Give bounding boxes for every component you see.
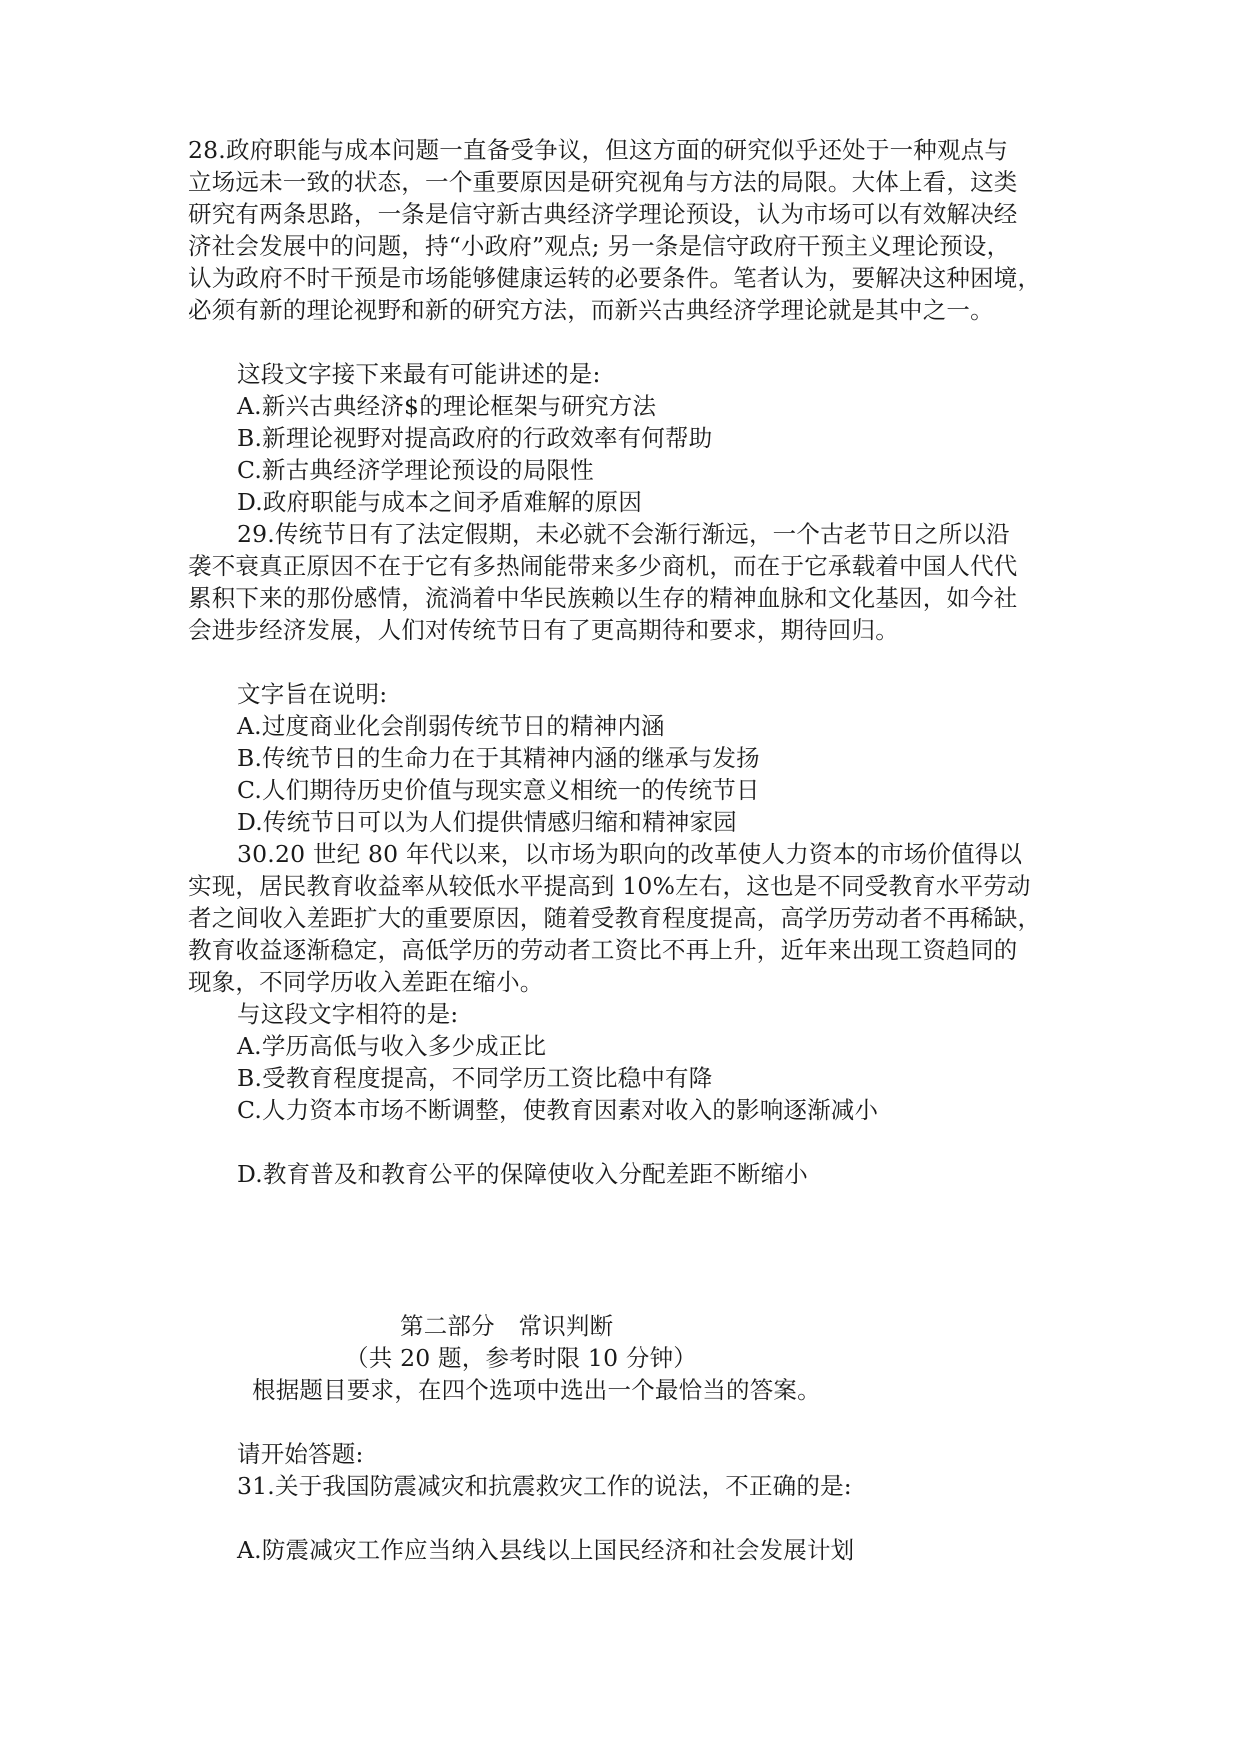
q28-option-c: C.新古典经济学理论预设的局限性 <box>237 456 594 484</box>
q30-text-line: 者之间收入差距扩大的重要原因，随着受教育程度提高，高学历劳动者不再稀缺， <box>188 904 1042 932</box>
start-prompt: 请开始答题: <box>237 1440 364 1468</box>
q31-stem: 31.关于我国防震减灾和抗震救灾工作的说法，不正确的是: <box>237 1472 852 1500</box>
q30-option-b: B.受教育程度提高，不同学历工资比稳中有降 <box>237 1064 713 1092</box>
q31-option-a: A.防震减灾工作应当纳入县线以上国民经济和社会发展计划 <box>237 1536 855 1564</box>
q30-text-line: 现象，不同学历收入差距在缩小。 <box>188 968 544 996</box>
q30-text-line: 实现，居民教育收益率从较低水平提高到 10%左右，这也是不同受教育水平劳动 <box>188 872 1031 900</box>
q29-text-line: 累积下来的那份感情，流淌着中华民族赖以生存的精神血脉和文化基因，如今社 <box>188 584 1018 612</box>
q28-text-line: 研究有两条思路，一条是信守新古典经济学理论预设，认为市场可以有效解决经 <box>188 200 1018 228</box>
q30-option-d: D.教育普及和教育公平的保障使收入分配差距不断缩小 <box>237 1160 808 1188</box>
q30-option-c: C.人力资本市场不断调整，使教育因素对收入的影响逐渐减小 <box>237 1096 879 1124</box>
section-instruction: 根据题目要求，在四个选项中选出一个最恰当的答案。 <box>252 1376 821 1404</box>
q30-prompt: 与这段文字相符的是: <box>237 1000 459 1028</box>
q28-option-d: D.政府职能与成本之间矛盾难解的原因 <box>237 488 643 516</box>
q28-option-b: B.新理论视野对提高政府的行政效率有何帮助 <box>237 424 713 452</box>
q28-prompt: 这段文字接下来最有可能讲述的是: <box>237 360 601 388</box>
q28-text-line: 28.政府职能与成本问题一直备受争议，但这方面的研究似乎还处于一种观点与 <box>188 136 1009 164</box>
q28-text-line: 认为政府不时干预是市场能够健康运转的必要条件。笔者认为，要解决这种困境， <box>188 264 1042 292</box>
q29-option-d: D.传统节日可以为人们提供情感归缩和精神家园 <box>237 808 737 836</box>
q28-option-a: A.新兴古典经济$的理论框架与研究方法 <box>237 392 657 420</box>
q30-text-line: 教育收益逐渐稳定，高低学历的劳动者工资比不再上升，近年来出现工资趋同的 <box>188 936 1018 964</box>
q29-text-line: 袭不衰真正原因不在于它有多热闹能带来多少商机，而在于它承载着中国人代代 <box>188 552 1018 580</box>
q29-prompt: 文字旨在说明: <box>237 680 388 708</box>
q29-option-c: C.人们期待历史价值与现实意义相统一的传统节日 <box>237 776 760 804</box>
q29-text-line: 29.传统节日有了法定假期，未必就不会渐行渐远，一个古老节日之所以沿 <box>237 520 1010 548</box>
q28-text-line: 济社会发展中的问题，持“小政府”观点; 另一条是信守政府干预主义理论预设， <box>188 232 1011 260</box>
q29-option-a: A.过度商业化会削弱传统节日的精神内涵 <box>237 712 665 740</box>
q28-text-line: 立场远未一致的状态，一个重要原因是研究视角与方法的局限。大体上看，这类 <box>188 168 1018 196</box>
q29-text-line: 会进步经济发展，人们对传统节日有了更高期待和要求，期待回归。 <box>188 616 899 644</box>
q29-option-b: B.传统节日的生命力在于其精神内涵的继承与发扬 <box>237 744 760 772</box>
q30-option-a: A.学历高低与收入多少成正比 <box>237 1032 547 1060</box>
q28-text-line: 必须有新的理论视野和新的研究方法，而新兴古典经济学理论就是其中之一。 <box>188 296 994 324</box>
section-title: 第二部分 常识判断 <box>400 1312 614 1340</box>
q30-text-line: 30.20 世纪 80 年代以来，以市场为职向的改革使人力资本的市场价值得以 <box>237 840 1023 868</box>
section-subtitle: （共 20 题，参考时限 10 分钟） <box>345 1344 697 1372</box>
